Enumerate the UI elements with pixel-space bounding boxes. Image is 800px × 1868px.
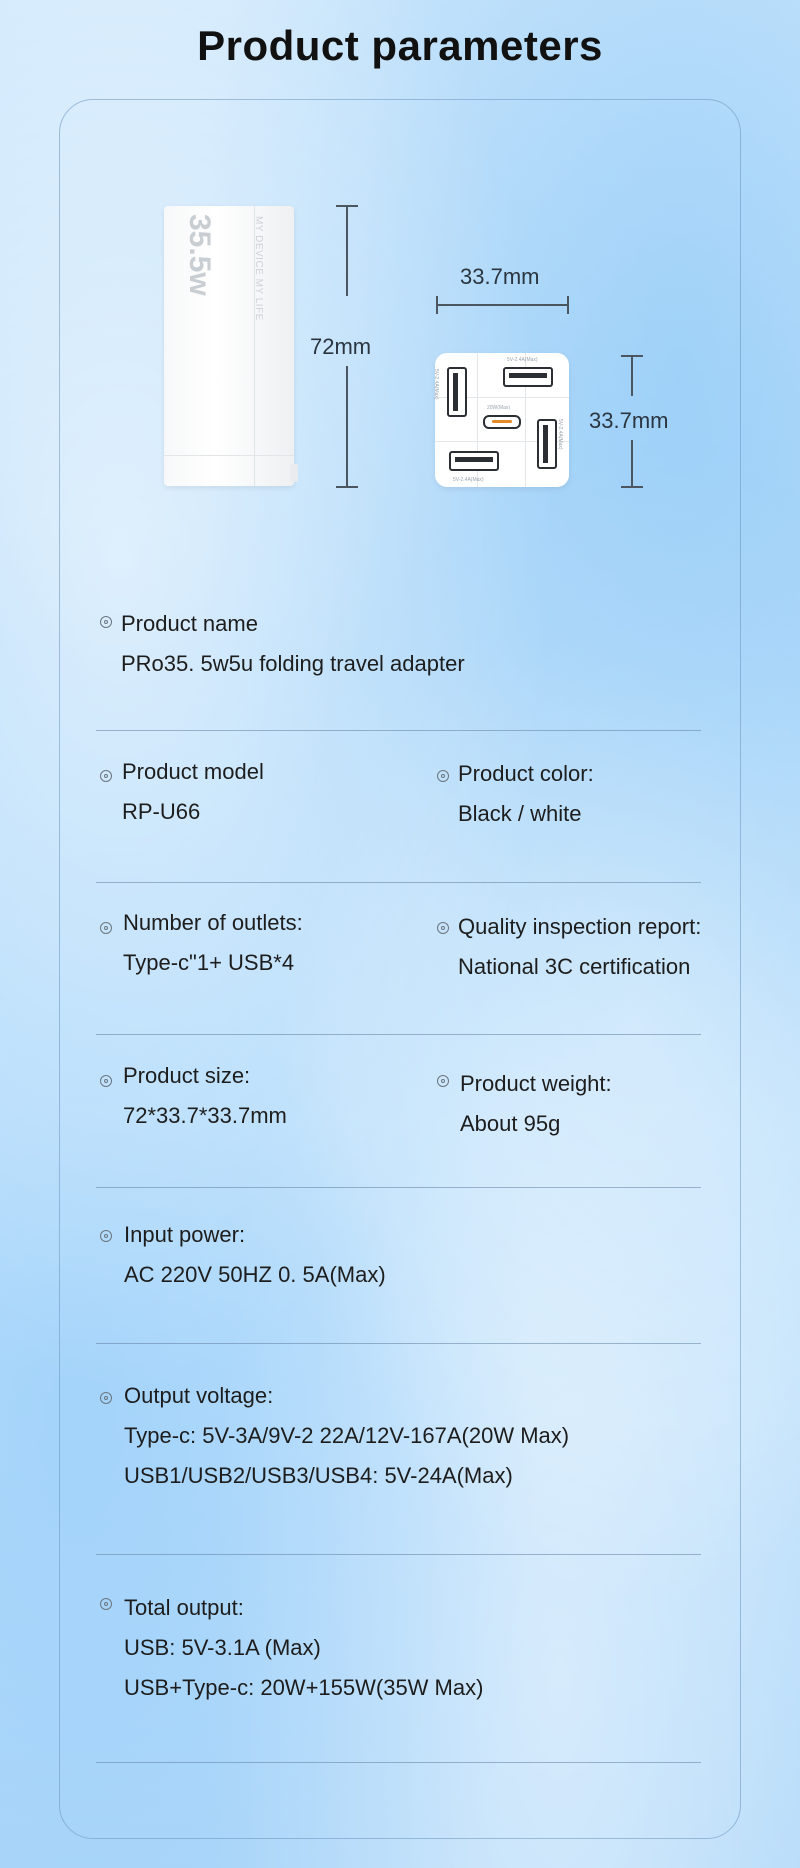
bullet-icon <box>100 922 112 934</box>
spec-output-voltage <box>124 1383 569 1489</box>
spec-value: PRo35. 5w5u folding travel adapter <box>121 651 465 676</box>
spec-quality-report <box>458 914 701 980</box>
spec-product-size <box>123 1063 287 1129</box>
spec-value: RP-U66 <box>122 799 201 824</box>
spec-label: Input power: <box>124 1222 246 1247</box>
spec-outlets <box>123 910 303 976</box>
spec-value: Type-c: 5V-3A/9V-2 22A/12V-167A(20W Max) <box>124 1423 570 1448</box>
port-label-right: 5V-2.4A(Max) <box>557 419 563 450</box>
depth-dimension-label: 33.7mm <box>589 408 669 433</box>
bullet-icon <box>437 1075 449 1087</box>
port-label-left: 5V-2.4A(Max) <box>433 369 439 400</box>
divider <box>96 1343 701 1344</box>
bullet-icon <box>100 770 112 782</box>
bullet-icon <box>437 922 449 934</box>
spec-product-color <box>458 761 594 827</box>
width-dimension-cap-right <box>567 296 569 314</box>
spec-label: Quality inspection report: <box>458 914 702 939</box>
spec-label: Product weight: <box>460 1071 612 1096</box>
charger-top-view <box>435 353 569 487</box>
bullet-icon <box>100 616 112 628</box>
spec-value: Black / white <box>458 801 582 826</box>
slogan-marking: MY DEVICE MY LIFE <box>253 216 264 321</box>
bullet-icon <box>437 770 449 782</box>
divider <box>96 1762 701 1763</box>
height-dimension-line-bottom <box>346 366 348 486</box>
spec-value: Type-c"1+ USB*4 <box>123 950 295 975</box>
height-dimension-line-top <box>346 206 348 296</box>
spec-total-output <box>124 1595 483 1701</box>
spec-label: Output voltage: <box>124 1383 274 1408</box>
spec-label: Product size: <box>123 1063 251 1088</box>
spec-value: USB+Type-c: 20W+155W(35W Max) <box>124 1675 484 1700</box>
charger-seam <box>164 455 294 456</box>
spec-product-name <box>121 611 465 677</box>
wattage-marking: 35.5w <box>183 214 216 296</box>
width-dimension-line <box>437 304 569 306</box>
height-dimension-cap-bottom <box>336 486 358 488</box>
spec-label: Number of outlets: <box>123 910 303 935</box>
spec-value: AC 220V 50HZ 0. 5A(Max) <box>124 1262 386 1287</box>
spec-label: Product name <box>121 611 258 636</box>
spec-label: Total output: <box>124 1595 244 1620</box>
spec-input-power <box>124 1222 386 1288</box>
width-dimension-label: 33.7mm <box>460 264 540 289</box>
spec-label: Product model <box>122 759 264 784</box>
bullet-icon <box>100 1598 112 1610</box>
charger-pin <box>290 464 298 482</box>
port-label-center: 20W(Max) <box>487 405 511 411</box>
page-title: Product parameters <box>197 22 603 69</box>
spec-value: National 3C certification <box>458 954 691 979</box>
depth-dimension-line-bottom <box>631 440 633 486</box>
height-dimension-label: 72mm <box>310 334 372 359</box>
divider <box>96 1554 701 1555</box>
spec-value: USB1/USB2/USB3/USB4: 5V-24A(Max) <box>124 1463 513 1488</box>
port-label-top: 5V-2.4A(Max) <box>507 357 538 363</box>
spec-product-model <box>122 759 264 825</box>
spec-label: Product color: <box>458 761 594 786</box>
usb-port-left <box>447 367 467 417</box>
spec-value: USB: 5V-3.1A (Max) <box>124 1635 321 1660</box>
spec-value: 72*33.7*33.7mm <box>123 1103 287 1128</box>
usb-port-top <box>503 367 553 387</box>
divider <box>96 730 701 731</box>
depth-dimension-cap-bottom <box>621 486 643 488</box>
divider <box>96 1187 701 1188</box>
divider <box>96 882 701 883</box>
divider <box>96 1034 701 1035</box>
spec-value: About 95g <box>460 1111 561 1136</box>
type-c-port <box>483 415 521 429</box>
usb-port-right <box>537 419 557 469</box>
usb-port-bottom <box>449 451 499 471</box>
spec-product-weight <box>460 1071 612 1137</box>
bullet-icon <box>100 1075 112 1087</box>
charger-front-view <box>164 206 294 486</box>
bullet-icon <box>100 1230 112 1242</box>
depth-dimension-line-top <box>631 356 633 396</box>
bullet-icon <box>100 1392 112 1404</box>
port-label-bottom: 5V-2.4A(Max) <box>453 477 484 483</box>
